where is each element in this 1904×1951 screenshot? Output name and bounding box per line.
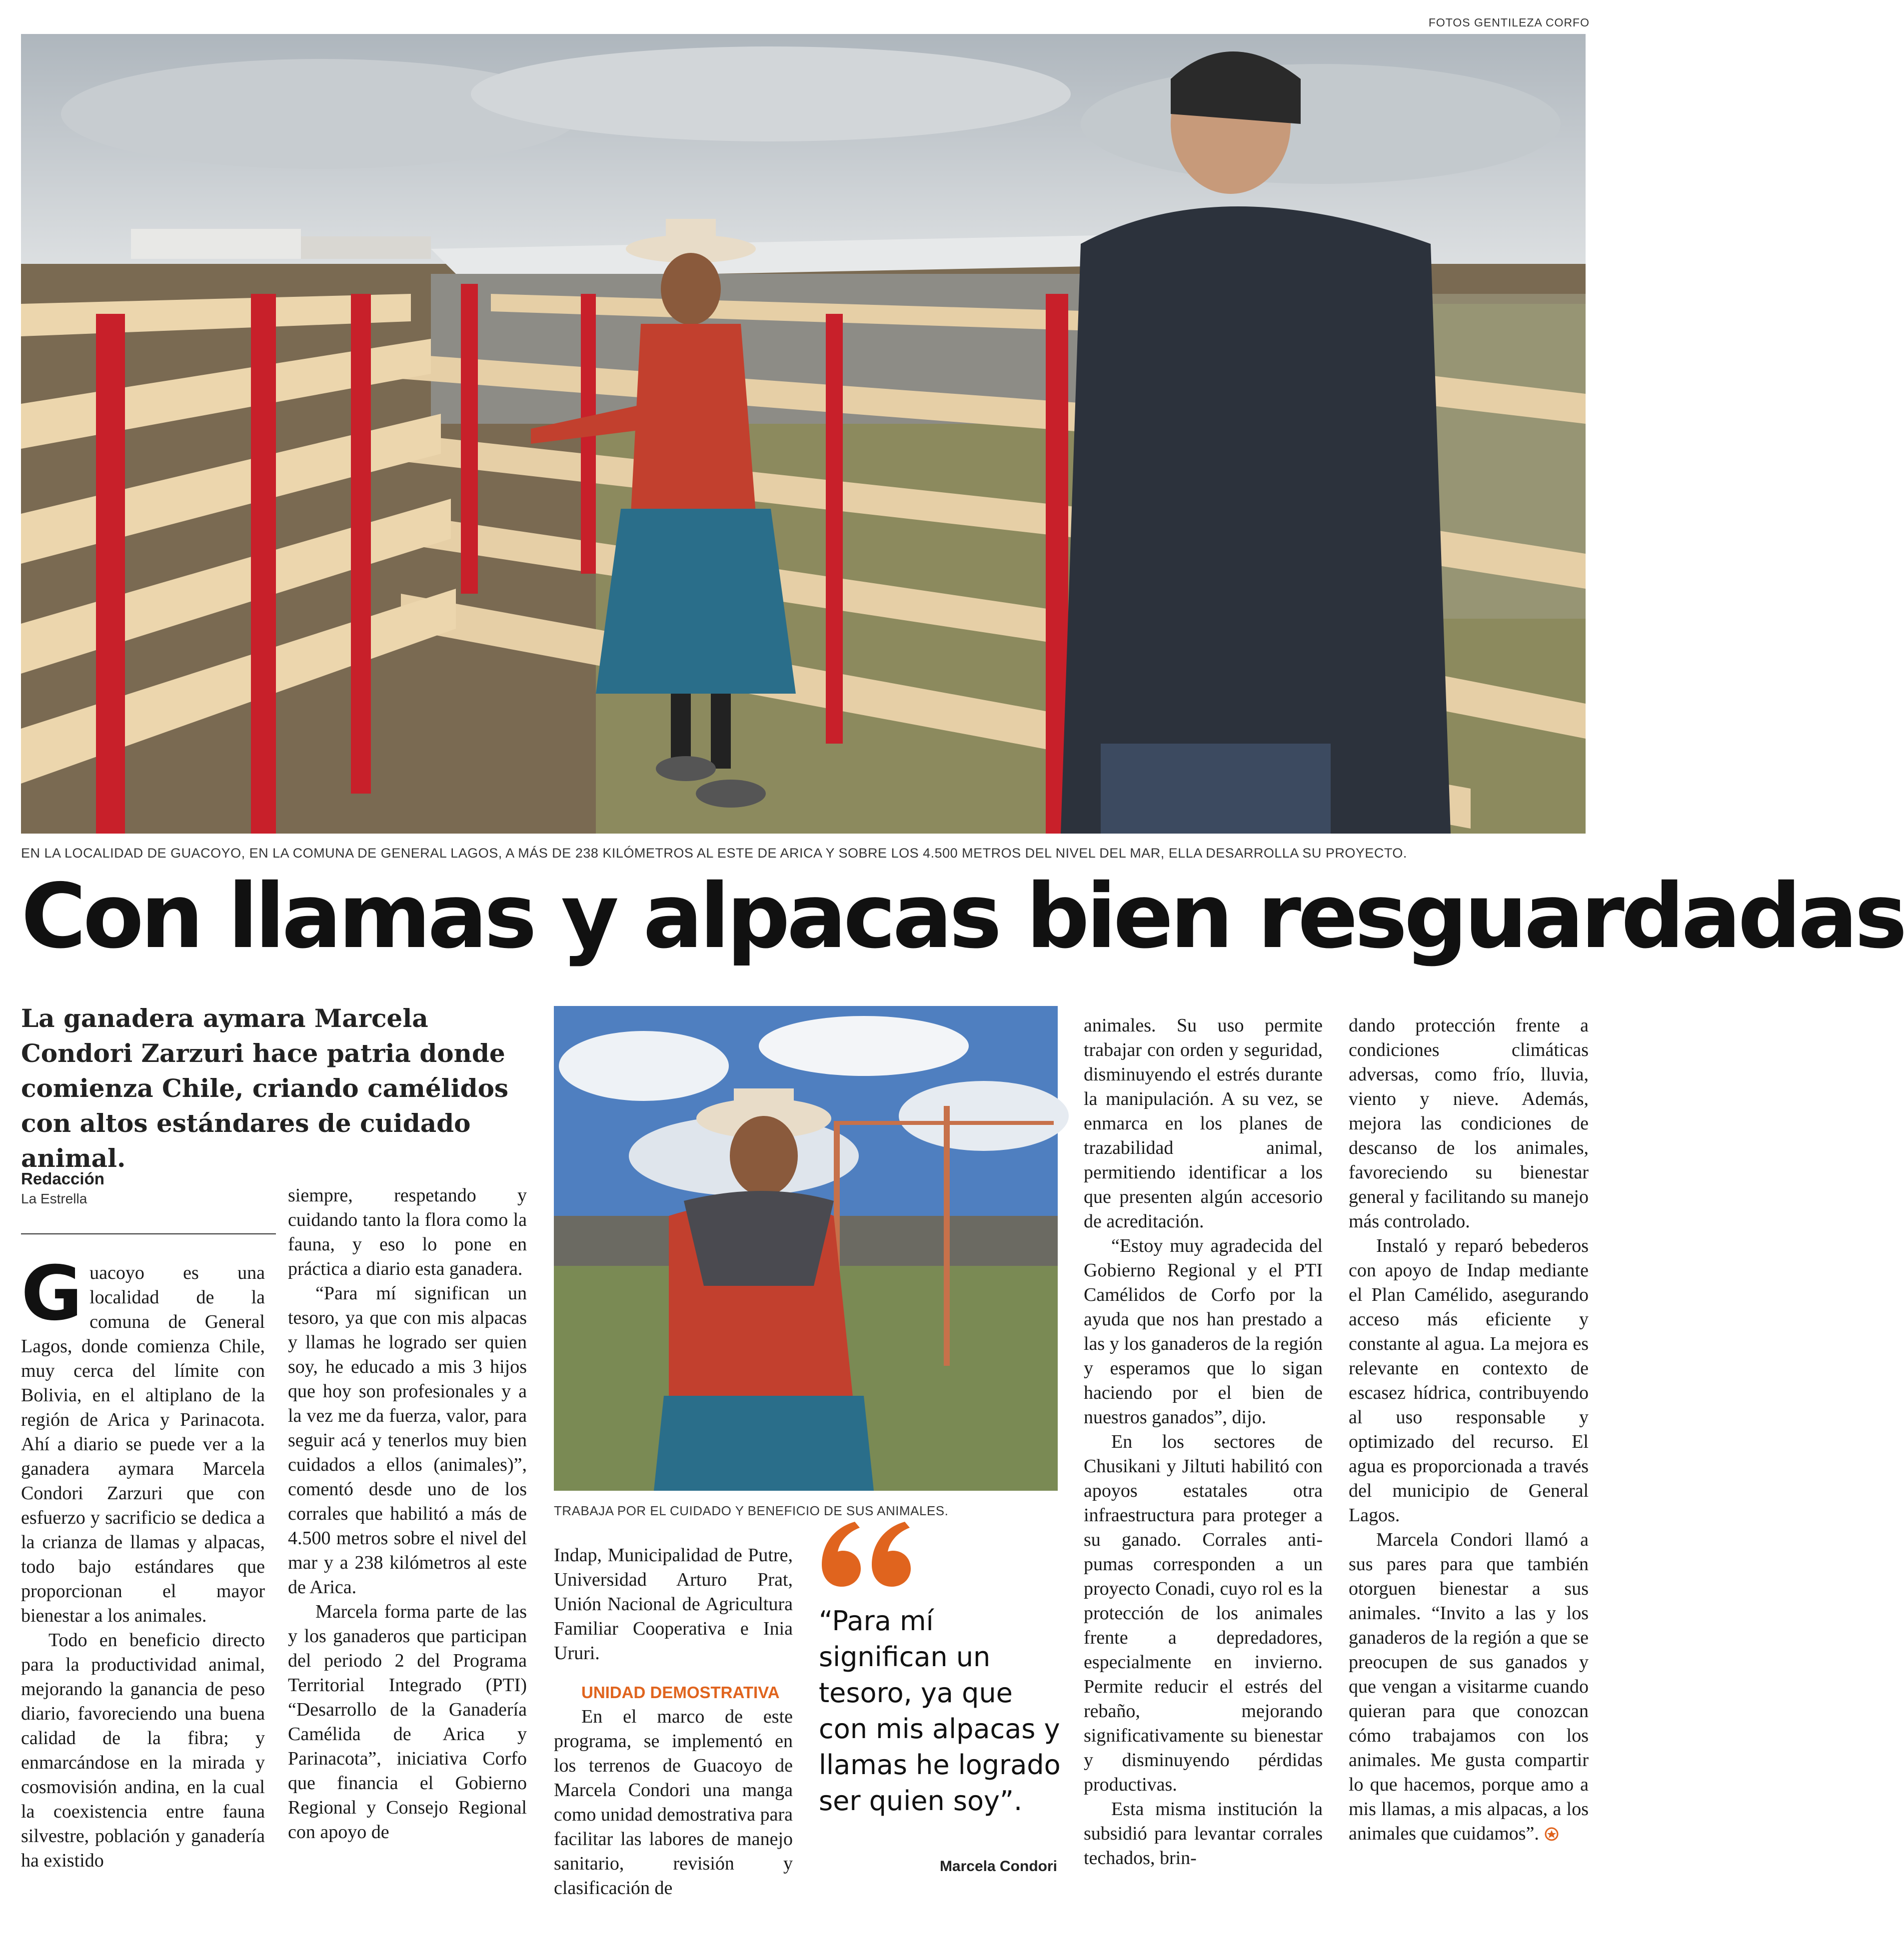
body-column-5	[1349, 1013, 1589, 1846]
pull-quote-author: Marcela Condori	[939, 1858, 1057, 1875]
body-paragraph-11: Esta misma institución la subsidió para levantar corrales techados, brin-	[1084, 1799, 1323, 1869]
body-column-3	[554, 1543, 793, 1901]
body-paragraph-7: En el marco de este programa, se implementó en los terrenos de Guacoyo de Marcela Condori una manga como unidad demostrativa para facilitar las labores de manejo sanitario, revisión y clasificación de	[554, 1706, 793, 1899]
corral-scene-illustration	[21, 34, 1586, 834]
body-paragraph-14	[1349, 1528, 1589, 1846]
byline-divider	[21, 1233, 276, 1234]
article-end-icon	[1544, 1827, 1559, 1842]
body-paragraph-14-text: Marcela Condori llamó a sus pares para que también otorguen bienestar a sus animales. “Invito a las y los ganaderos de la región a que se preocupen de sus ganados y que vengan a visitarme cuando quieran para que conozcan cómo trabajamos con los animales. Me gusta compartir lo que hacemos, porque amo a mis llamas, a mis alpacas, a los animales que cuidamos”.	[1349, 1529, 1589, 1844]
body-column-4	[1084, 1013, 1323, 1871]
body-paragraph-2: Todo en beneficio directo para la productividad animal, mejorando la ganancia de peso diario, favoreciendo una buena calidad de la fibra; y enmarcándose en la mirada y cosmovisión andina, en la cual la coexistencia entre fauna silvestre, población y ganadería ha existido	[21, 1630, 265, 1871]
headline: Con llamas y alpacas bien resguardadas	[21, 865, 1904, 968]
body-paragraph-1	[21, 1250, 265, 1628]
body-column-2	[288, 1183, 527, 1845]
section-subhead: UNIDAD DEMOSTRATIVA	[581, 1683, 780, 1702]
body-paragraph-9: “Estoy muy agradecida del Gobierno Regional y el PTI Camélidos de Corfo por la ayuda que nos han prestado a las y los ganaderos de la región y esperamos que lo sigan haciendo por el bien de nuestros ganados”, dijo.	[1084, 1235, 1323, 1428]
quote-mark-icon	[820, 1522, 915, 1587]
pull-quote: “Para mí significan un tesoro, ya que con mis alpacas y llamas he logrado ser quien soy”.	[819, 1605, 1061, 1817]
photo-credit: FOTOS GENTILEZA CORFO	[1428, 16, 1590, 29]
portrait-photo	[554, 1006, 1058, 1491]
body-paragraph-1-text: uacoyo es una localidad de la comuna de General Lagos, donde comienza Chile, muy cerca del límite con Bolivia, en el altiplano de la región de Arica y Parinacota. Ahí a diario se puede ver a la ganadera aymara Marcela Condori Zarzuri que con esfuerzo y sacrificio se dedica a la crianza de llamas y alpacas, todo bajo estándares que proporcionan el mayor bienestar a los animales.	[21, 1262, 265, 1626]
body-column-1	[21, 1250, 265, 1873]
body-paragraph-3: siempre, respetando y cuidando tanto la flora como la fauna, y eso lo pone en práctica a diario esta ganadera.	[288, 1185, 527, 1279]
body-paragraph-6: Indap, Municipalidad de Putre, Universidad Arturo Prat, Unión Nacional de Agricultura Familiar Cooperativa e Inia Ururi.	[554, 1545, 793, 1664]
byline-name: Redacción	[21, 1169, 104, 1188]
portrait-photo-caption: TRABAJA POR EL CUIDADO Y BENEFICIO DE SUS ANIMALES.	[554, 1503, 949, 1518]
body-paragraph-5: Marcela forma parte de las y los ganaderos que participan del periodo 2 del Programa Territorial Integrado (PTI) “Desarrollo de la Ganadería Camélida de Arica y Parinacota”, iniciativa Corfo que financia el Gobierno Regional y Consejo Regional con apoyo de	[288, 1601, 527, 1843]
body-paragraph-13: Instaló y reparó bebederos con apoyo de Indap mediante el Plan Camélido, asegurando acceso más eficiente y constante al agua. La mejora es relevante en contexto de escasez hídrica, contribuyendo al uso responsable y optimizado del recurso. El agua es proporcionada a través del municipio de General Lagos.	[1349, 1235, 1589, 1526]
deck: La ganadera aymara Marcela Condori Zarzuri hace patria donde comienza Chile, criando camélidos con altos estándares de cuidado animal.	[21, 1003, 509, 1173]
byline-outlet: La Estrella	[21, 1191, 87, 1206]
body-paragraph-8: animales. Su uso permite trabajar con orden y seguridad, disminuyendo el estrés durante la manipulación. A su vez, se enmarca en los planes de trazabilidad animal, permitiendo identificar a los que presenten algún accesorio de acreditación.	[1084, 1015, 1323, 1232]
drop-cap: G	[21, 1250, 83, 1337]
body-paragraph-12: dando protección frente a condiciones climáticas adversas, como frío, lluvia, viento y nieve. Además, mejora las condiciones de descanso de los animales, favoreciendo su bienestar general y facilitando su manejo más controlado.	[1349, 1015, 1589, 1232]
portrait-illustration	[554, 1006, 1058, 1491]
body-paragraph-10: En los sectores de Chusikani y Jiltuti habilitó con apoyos estatales otra infraestructura para proteger a su ganado. Corrales anti-pumas corresponden a un proyecto Conadi, cuyo rol es la protección de los animales frente a depredadores, especialmente en invierno. Permite reducir el estrés del rebaño, mejorando significativamente su bienestar y disminuyendo pérdidas productivas.	[1084, 1431, 1323, 1795]
top-photo-caption: EN LA LOCALIDAD DE GUACOYO, EN LA COMUNA DE GENERAL LAGOS, A MÁS DE 238 KILÓMETROS AL ESTE DE ARICA Y SOBRE LOS 4.500 METROS DEL NIVEL DEL MAR, ELLA DESARROLLA SU PROYECTO.	[21, 846, 1407, 861]
body-paragraph-4: “Para mí significan un tesoro, ya que con mis alpacas y llamas he logrado ser quien soy, he educado a mis 3 hijos que hoy son profesionales y a la vez me da fuerza, valor, para seguir acá y tenerlos muy bien cuidados a ellos (animales)”, comentó desde uno de los corrales que habilitó a más de 4.500 metros sobre el nivel del mar y a 238 kilómetros al este de Arica.	[288, 1283, 527, 1598]
top-photo	[21, 34, 1586, 834]
